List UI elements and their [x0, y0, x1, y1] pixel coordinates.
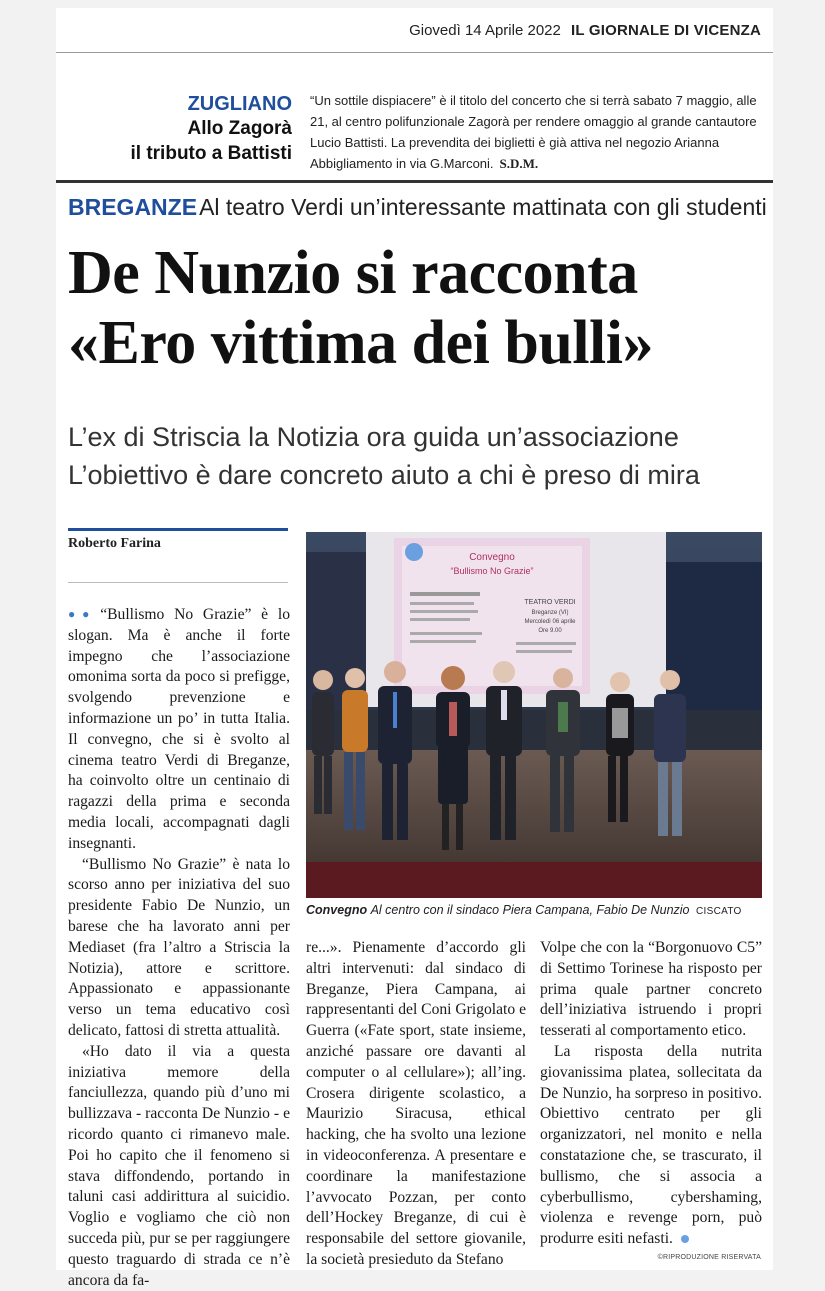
- subheadline-line2: L’obiettivo è dare concreto aiuto a chi è preso di mira: [68, 460, 700, 490]
- paragraph: re...». Pienamente d’accordo gli altri intervenuti: dal sindaco di Breganze, Piera Campana, ai rappresentanti del Coni Grigolato e Guerra («Fate sport, state insieme, anziché passare ore davanti al computer o al cellulare»); all’ing. Crosera dirigente scolastico, a Maurizio Siracusa, ethical hacking, che ha svolto una lezione in videoconferenza. A presentare e coordinare la manifestazione l’avvocato Pozzan, per conto dell’Hockey Breganze, di cui è responsabile del settore giovanile, la società presieduto da Stefano: [306, 939, 526, 1268]
- photo-caption: [306, 903, 766, 917]
- brief-title-line2: il tributo a Battisti: [130, 143, 292, 164]
- brief-body: [310, 90, 762, 174]
- paragraph-text: “Bullismo No Grazie” è lo slogan. Ma è anche il forte impegno che l’associazione omonima sorta da poco si prefigge, svolgendo prevenzione e informazione un po’ in tutta Italia. Il convegno, che si è svolto al cinema teatro Verdi di Breganze, ha coinvolto oltre un centinaio di ragazzi della prima e seconda media locali, accompagnati dagli insegnanti.: [68, 606, 290, 852]
- article-column-3: [540, 938, 762, 1250]
- photo-credit: CISCATO: [696, 906, 742, 917]
- paragraph: Volpe che con la “Borgonuovo C5” di Settimo Torinese ha risposto per prima quale partner concreto dell’iniziativa istruendo i propri tesserati al comportamento etico.: [540, 939, 762, 1040]
- screen-subtitle: “Bullismo No Grazie”: [450, 566, 534, 576]
- copyright-notice: ©RIPRODUZIONE RISERVATA: [657, 1254, 761, 1261]
- header-divider: [56, 52, 773, 53]
- headline: [68, 238, 768, 378]
- screen-date: Mercoledì 06 aprile: [524, 619, 576, 625]
- end-of-article-icon: [681, 1235, 689, 1243]
- author-rule-bottom: [68, 582, 288, 583]
- author-rule: [68, 528, 288, 531]
- screen-venue: TEATRO VERDI: [524, 599, 576, 606]
- paragraph: “Bullismo No Grazie” è nata lo scorso anno per iniziativa del suo presidente Fabio De Nunzio, un barese che ha lavorato anni per Mediaset (fra l’altro a Striscia la Notizia), attore e scrittore. Appassionato e appassionante verso un tema educativo così delicato, fattosi di stretta attualità.: [68, 855, 290, 1039]
- paragraph: [540, 1042, 762, 1250]
- subheadline-line1: L’ex di Striscia la Notizia ora guida un’associazione: [68, 422, 679, 452]
- screen-city: Breganze (VI): [531, 610, 569, 616]
- article-photo: [306, 532, 762, 898]
- page-header: [56, 22, 761, 39]
- issue-date: Giovedì 14 Aprile 2022: [409, 22, 561, 39]
- kicker-place: BREGANZE: [68, 194, 198, 220]
- paragraph: [68, 604, 290, 855]
- newspaper-name: IL GIORNALE DI VICENZA: [571, 22, 761, 39]
- screen-time: Ore 9.00: [538, 628, 562, 634]
- article-column-1: [68, 604, 290, 1291]
- conference-photo-illustration: [306, 532, 762, 898]
- brief-place: ZUGLIANO: [187, 93, 292, 115]
- article-column-2: [306, 938, 526, 1271]
- kicker-text: Al teatro Verdi un’interessante mattinata con gli studenti: [199, 194, 767, 220]
- article-divider: [56, 180, 773, 183]
- caption-text: Al centro con il sindaco Piera Campana, Fabio De Nunzio: [370, 903, 690, 917]
- newspaper-page: [56, 8, 773, 1289]
- paragraph-text: La risposta della nutrita giovanissima platea, sollecitata da De Nunzio, ha sorpreso in positivo. Obiettivo centrato per gli organizzatori, nel monito e nella constatazione che, se trascurato, il bullismo, che si associa a cyberbullismo, cybershaming, violenza e revenge porn, può produrre esiti nefasti.: [540, 1042, 762, 1248]
- caption-label: Convegno: [306, 903, 368, 917]
- news-brief: [56, 76, 773, 180]
- kicker: [68, 194, 767, 221]
- brief-text: “Un sottile dispiacere” è il titolo del concerto che si terrà sabato 7 maggio, alle 21, al centro polifunzionale Zagorà per rendere omaggio al grande cantautore Lucio Battisti. La prevendita dei biglietti è già attiva nel negozio Arianna Abbigliamento in via G.Marconi.: [310, 93, 757, 171]
- author-byline: Roberto Farina: [68, 536, 161, 551]
- brief-heading: [64, 92, 292, 166]
- headline-line2: «Ero vittima dei bulli»: [68, 309, 654, 377]
- headline-line1: De Nunzio si racconta: [68, 239, 638, 307]
- subheadline: [68, 418, 768, 494]
- screen-title: Convegno: [469, 552, 515, 563]
- lead-dots-icon: ●●: [68, 607, 97, 621]
- brief-title-line1: Allo Zagorà: [187, 118, 292, 139]
- paragraph: «Ho dato il via a questa iniziativa memore della fanciullezza, quando più d’uno mi bullizzava - racconta De Nunzio - e ricordo quanto ci rimanevo male. Poi ho capito che il fenomeno si stava diffondendo, portando in taluni casi addirittura al suicidio. Voglio e vogliamo che ciò non succeda più, pur se per raggiungere questo traguardo di strada ce n’è ancora da fa-: [68, 1042, 290, 1289]
- brief-signature: S.D.M.: [499, 156, 539, 171]
